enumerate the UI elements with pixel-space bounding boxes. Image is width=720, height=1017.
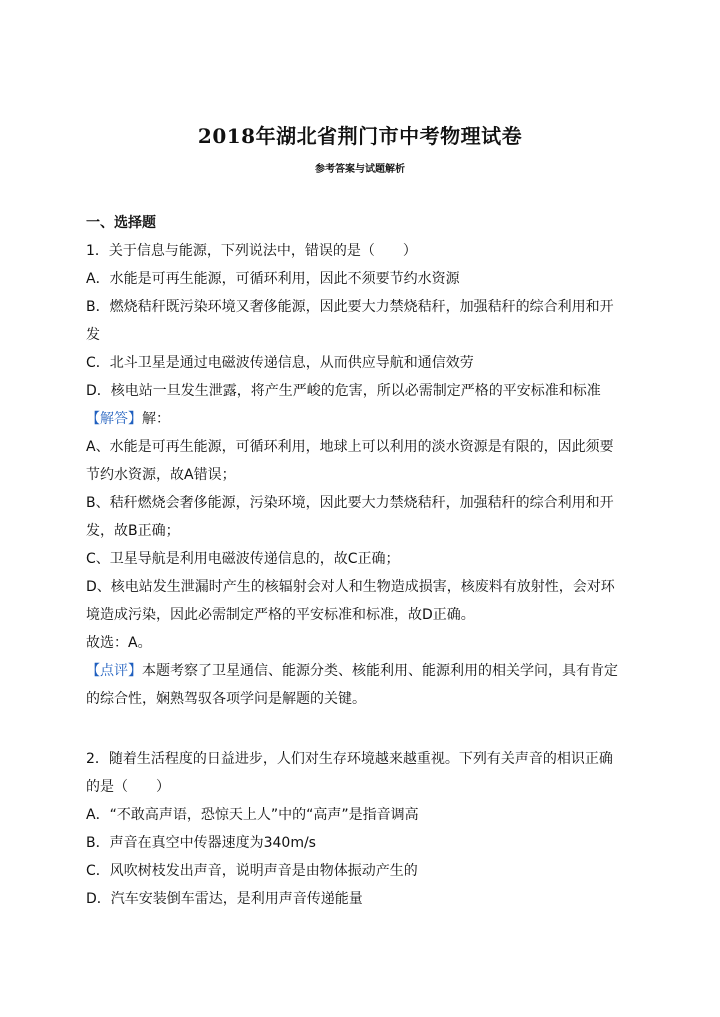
answer-intro: 解： [142, 411, 170, 427]
q1-answer-header [86, 410, 646, 428]
q1-comment-cont: 的综合性，娴熟驾驭各项学问是解题的关键。 [86, 691, 366, 707]
page-title: 2018年湖北省荆门市中考物理试卷 [197, 124, 523, 148]
q1-option-a: A．水能是可再生能源，可循环利用，因此不须要节约水资源 [86, 271, 460, 287]
section-heading: 一、选择题 [86, 215, 156, 231]
q1-option-b: B．燃烧秸秆既污染环境又奢侈能源，因此要大力禁烧秸秆，加强秸秆的综合利用和开 [86, 299, 614, 315]
comment-text: 本题考察了卫星通信、能源分类、核能利用、能源利用的相关学问，具有肯定 [142, 663, 618, 679]
q1-choice: 故选：A。 [86, 635, 152, 651]
q2-stem: 2．随着生活程度的日益进步，人们对生存环境越来越重视。下列有关声音的相识正确 [86, 751, 613, 767]
q2-option-b: B．声音在真空中传器速度为340m/s [86, 835, 316, 851]
q1-stem: 1．关于信息与能源，下列说法中，错误的是（ ） [86, 243, 417, 259]
q1-comment [86, 662, 646, 680]
q1-option-d: D．核电站一旦发生泄露，将产生严峻的危害，所以必需制定严格的平安标准和标准 [86, 383, 601, 399]
comment-tag: 【点评】 [86, 663, 142, 679]
q2-stem-cont: 的是（ ） [86, 779, 170, 795]
q1-answer-c: C、卫星导航是利用电磁波传递信息的，故C正确； [86, 551, 400, 567]
q2-option-a: A．“不敢高声语，恐惊天上人”中的“高声”是指音调高 [86, 807, 419, 823]
q1-option-c: C．北斗卫星是通过电磁波传递信息，从而供应导航和通信效劳 [86, 355, 474, 371]
q2-option-d: D．汽车安装倒车雷达，是利用声音传递能量 [86, 891, 363, 907]
q1-answer-d: D、核电站发生泄漏时产生的核辐射会对人和生物造成损害，核废料有放射性，会对环 [86, 579, 615, 595]
page-subtitle: 参考答案与试题解析 [315, 164, 405, 175]
q1-answer-b: B、秸秆燃烧会奢侈能源，污染环境，因此要大力禁烧秸秆，加强秸秆的综合利用和开 [86, 495, 614, 511]
q1-answer-b-cont: 发，故B正确； [86, 523, 180, 539]
q1-option-b-cont: 发 [86, 327, 100, 343]
answer-tag: 【解答】 [86, 411, 142, 427]
q1-answer-d-cont: 境造成污染，因此必需制定严格的平安标准和标准，故D正确。 [86, 607, 475, 623]
q1-answer-a: A、水能是可再生能源，可循环利用，地球上可以利用的淡水资源是有限的，因此须要 [86, 439, 614, 455]
q1-answer-a-cont: 节约水资源，故A错误； [86, 467, 236, 483]
q2-option-c: C．风吹树枝发出声音，说明声音是由物体振动产生的 [86, 863, 418, 879]
